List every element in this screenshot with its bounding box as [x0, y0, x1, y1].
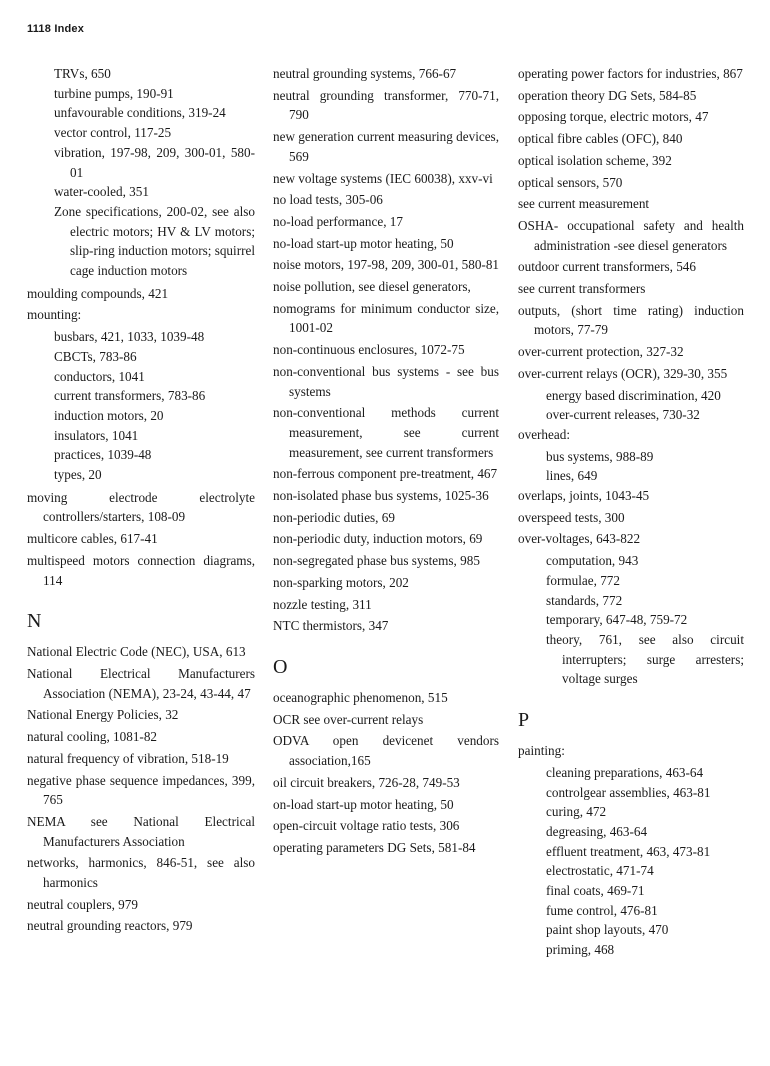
index-entry: noise pollution, see diesel generators,	[273, 279, 471, 295]
index-subentry: curing, 472	[546, 804, 607, 820]
index-entry: moulding compounds, 421	[27, 285, 169, 301]
index-entry: operating power factors for industries, 867	[518, 66, 743, 81]
index-entry: on-load start-up motor heating, 50	[273, 796, 454, 812]
index-entry: non-periodic duties, 69	[273, 509, 395, 525]
index-entry: nozzle testing, 311	[273, 596, 372, 612]
index-entry: neutral grounding systems, 766-67	[273, 66, 457, 81]
index-entry: non-periodic duty, induction motors, 69	[273, 531, 483, 547]
index-subentry: paint shop layouts, 470	[546, 922, 669, 938]
index-subentry: degreasing, 463-64	[546, 823, 648, 839]
index-entry: OCR see over-current relays	[273, 711, 424, 727]
index-entry: open-circuit voltage ratio tests, 306	[273, 818, 460, 834]
index-entry: optical isolation scheme, 392	[518, 152, 672, 168]
index-subentry: CBCTs, 783-86	[54, 348, 137, 364]
index-subentry: conductors, 1041	[54, 368, 145, 384]
index-subentry: lines, 649	[546, 468, 598, 484]
index-entry: non-conventional methods current measurement, see current measurement, see current transformers	[273, 405, 499, 460]
index-entry: networks, harmonics, 846-51, see also harmonics	[27, 855, 255, 891]
index-subentry: turbine pumps, 190-91	[54, 85, 174, 101]
index-subentry: induction motors, 20	[54, 407, 164, 423]
index-entry: oil circuit breakers, 726-28, 749-53	[273, 774, 460, 790]
index-entry: oceanographic phenomenon, 515	[273, 689, 448, 705]
index-entry: moving electrode electrolyte controllers/starters, 108-09	[27, 489, 255, 525]
index-entry: non-segregated phase bus systems, 985	[273, 553, 480, 569]
index-entry: negative phase sequence impedances, 399, 765	[27, 772, 255, 808]
index-entry: see current transformers	[518, 281, 646, 297]
index-entry: no-load performance, 17	[273, 213, 403, 229]
index-subentry: types, 20	[54, 467, 102, 483]
index-subentry: computation, 943	[546, 553, 639, 569]
index-entry: non-continuous enclosures, 1072-75	[273, 342, 465, 358]
index-entry: natural cooling, 1081-82	[27, 729, 158, 745]
section-letter: P	[518, 709, 530, 732]
index-subentry: Zone specifications, 200-02, see also electric motors; HV & LV motors; slip-ring induction motors; squirrel cage induction motors	[54, 203, 255, 279]
index-entry: new voltage systems (IEC 60038), xxv-vi	[273, 170, 493, 186]
index-entry: National Energy Policies, 32	[27, 707, 179, 723]
index-entry: overhead:	[518, 426, 570, 442]
index-subentry: temporary, 647-48, 759-72	[546, 612, 688, 628]
index-entry: optical sensors, 570	[518, 174, 623, 190]
index-subentry: final coats, 469-71	[546, 883, 645, 899]
index-entry: new generation current measuring devices, 569	[273, 129, 499, 164]
index-subentry: vector control, 117-25	[54, 125, 172, 141]
index-subentry: fume control, 476-81	[546, 902, 658, 918]
index-column-1	[27, 64, 255, 938]
index-entry: neutral couplers, 979	[27, 896, 138, 912]
index-subentry: TRVs, 650	[54, 66, 111, 81]
index-entry: multicore cables, 617-41	[27, 531, 158, 547]
index-entry: over-current protection, 327-32	[518, 344, 684, 360]
index-subentry: electrostatic, 471-74	[546, 863, 654, 879]
index-entry: non-sparking motors, 202	[273, 574, 409, 590]
index-subentry: controlgear assemblies, 463-81	[546, 784, 711, 800]
index-entry: painting:	[518, 743, 565, 759]
index-subentry: insulators, 1041	[54, 427, 139, 443]
index-subentry: over-current releases, 730-32	[546, 407, 700, 423]
index-entry: optical fibre cables (OFC), 840	[518, 131, 683, 147]
index-entry: overspeed tests, 300	[518, 509, 625, 525]
index-subentry: current transformers, 783-86	[54, 388, 206, 404]
index-entry: non-isolated phase bus systems, 1025-36	[273, 488, 489, 504]
section-letter: N	[27, 610, 42, 633]
index-entry: overlaps, joints, 1043-45	[518, 488, 650, 504]
index-subentry: formulae, 772	[546, 572, 620, 588]
index-subentry: bus systems, 988-89	[546, 448, 654, 464]
index-entry: over-voltages, 643-822	[518, 531, 641, 547]
index-entry: ODVA open devicenet vendors association,165	[273, 733, 499, 769]
index-column-3	[518, 64, 744, 960]
index-subentry: practices, 1039-48	[54, 447, 152, 463]
index-entry: OSHA- occupational safety and health administration -see diesel generators	[518, 217, 744, 253]
index-entry: NEMA see National Electrical Manufacturers Association	[27, 813, 255, 849]
index-entry: see current measurement	[518, 196, 650, 212]
index-entry: no-load start-up motor heating, 50	[273, 235, 454, 251]
index-subentry: water-cooled, 351	[54, 184, 149, 200]
index-entry: mounting:	[27, 307, 82, 323]
section-letter: O	[273, 655, 288, 678]
index-entry: over-current relays (OCR), 329-30, 355	[518, 365, 728, 381]
index-entry: no load tests, 305-06	[273, 192, 383, 208]
index-column-2	[273, 64, 499, 860]
index-subentry: unfavourable conditions, 319-24	[54, 105, 226, 121]
index-subentry: effluent treatment, 463, 473-81	[546, 843, 711, 859]
index-entry: operating parameters DG Sets, 581-84	[273, 839, 476, 855]
index-subentry: cleaning preparations, 463-64	[546, 764, 704, 780]
running-head: 1118 Index	[27, 23, 85, 35]
index-entry: neutral grounding transformer, 770-71, 790	[273, 87, 499, 123]
index-entry: National Electrical Manufacturers Association (NEMA), 23-24, 43-44, 47	[27, 665, 255, 701]
index-entry: outdoor current transformers, 546	[518, 259, 696, 275]
index-subentry: energy based discrimination, 420	[546, 387, 721, 403]
index-subentry: vibration, 197-98, 209, 300-01, 580-01	[54, 144, 255, 180]
index-entry: multispeed motors connection diagrams, 114	[27, 552, 255, 588]
index-entry: nomograms for minimum conductor size, 1001-02	[273, 300, 499, 336]
index-entry: non-ferrous component pre-treatment, 467	[273, 466, 498, 482]
index-entry: noise motors, 197-98, 209, 300-01, 580-81	[273, 257, 500, 273]
index-entry: outputs, (short time rating) induction motors, 77-79	[518, 302, 744, 338]
index-entry: NTC thermistors, 347	[273, 618, 389, 634]
index-subentry: busbars, 421, 1033, 1039-48	[54, 329, 205, 345]
index-entry: natural frequency of vibration, 518-19	[27, 750, 229, 766]
index-entry: National Electric Code (NEC), USA, 613	[27, 644, 246, 660]
index-subentry: theory, 761, see also circuit interrupters; surge arresters; voltage surges	[546, 631, 744, 687]
index-entry: operation theory DG Sets, 584-85	[518, 87, 697, 103]
index-entry: neutral grounding reactors, 979	[27, 918, 193, 934]
index-subentry: standards, 772	[546, 592, 623, 608]
index-entry: opposing torque, electric motors, 47	[518, 109, 709, 125]
index-subentry: priming, 468	[546, 942, 615, 958]
index-entry: non-conventional bus systems - see bus systems	[273, 363, 499, 399]
